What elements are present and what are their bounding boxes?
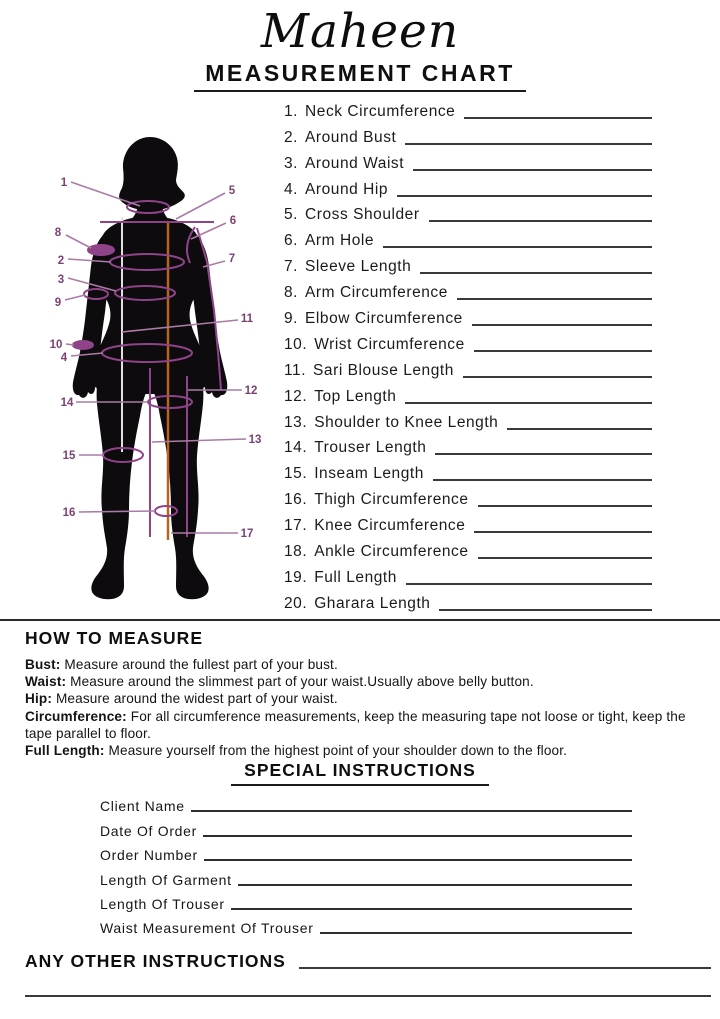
measurement-value-line[interactable]	[464, 117, 652, 119]
measurement-number: 3.	[284, 154, 299, 172]
form-field-label: Waist Measurement Of Trouser	[100, 920, 314, 937]
measurement-number: 1.	[284, 102, 299, 120]
callout-number: 5	[228, 185, 236, 197]
measurement-row	[284, 483, 652, 509]
form-field-line[interactable]	[191, 810, 632, 812]
measure-rule: Bust: Measure around the fullest part of your bust.	[25, 657, 338, 672]
form-field-row	[100, 790, 632, 814]
measurement-label: Inseam Length	[314, 465, 424, 483]
measurement-value-line[interactable]	[413, 169, 652, 171]
measurement-label: Neck Circumference	[305, 102, 456, 120]
measurement-label: Around Hip	[305, 180, 389, 198]
callout-number: 9	[54, 297, 62, 309]
measurement-label: Arm Circumference	[305, 284, 448, 302]
measurement-list	[284, 95, 652, 613]
form-field-label: Client Name	[100, 798, 185, 815]
callout-number: 17	[240, 528, 254, 540]
measurement-row	[284, 432, 652, 458]
measurement-number: 19.	[284, 568, 308, 586]
callout-line	[65, 295, 85, 300]
form-field-label: Date Of Order	[100, 822, 198, 839]
form-field-line[interactable]	[320, 932, 632, 934]
measurement-value-line[interactable]	[405, 143, 652, 145]
measurement-value-line[interactable]	[507, 428, 652, 430]
form-field-label: Order Number	[100, 847, 198, 864]
measurement-value-line[interactable]	[433, 479, 652, 481]
measurement-label: Top Length	[314, 387, 397, 405]
measurement-label: Trouser Length	[314, 439, 427, 457]
measurement-label: Shoulder to Knee Length	[314, 413, 499, 431]
measurement-row	[284, 147, 652, 173]
how-to-measure-heading: HOW TO MEASURE	[25, 628, 203, 648]
callout-number: 2	[57, 255, 65, 267]
measure-rule: Full Length: Measure yourself from the highest point of your shoulder down to the floor.	[25, 743, 568, 759]
callout-line	[191, 223, 226, 239]
measurement-number: 18.	[284, 543, 308, 561]
measurement-ellipse	[73, 341, 93, 349]
measurement-number: 20.	[284, 594, 308, 612]
page-title: MEASUREMENT CHART	[194, 60, 526, 92]
measurement-label: Around Bust	[305, 128, 397, 146]
form-field-line[interactable]	[204, 859, 632, 861]
measurement-number: 2.	[284, 128, 299, 146]
body-measurement-figure	[30, 130, 280, 620]
any-other-instructions-row	[25, 951, 711, 972]
extra-instructions-line[interactable]	[25, 995, 711, 997]
measurement-label: Wrist Circumference	[314, 335, 465, 353]
measurement-number: 16.	[284, 491, 308, 509]
measurement-number: 13.	[284, 413, 308, 431]
form-field-label: Length Of Trouser	[100, 895, 225, 912]
brand-logo: Maheen	[260, 4, 460, 59]
measure-rule-term: Waist:	[25, 674, 67, 690]
measurement-row	[284, 173, 652, 199]
measurement-label: Full Length	[314, 568, 397, 586]
form-field-row	[100, 839, 632, 863]
measurement-number: 15.	[284, 465, 308, 483]
measurement-row	[284, 224, 652, 250]
measurement-value-line[interactable]	[463, 376, 652, 378]
title-wrap	[0, 60, 720, 92]
measurement-label: Ankle Circumference	[314, 543, 469, 561]
special-instructions-heading-wrap	[0, 760, 720, 786]
measure-rule-term: Full Length:	[25, 743, 105, 759]
measurement-row	[284, 587, 652, 613]
measurement-value-line[interactable]	[439, 609, 652, 611]
measurement-value-line[interactable]	[429, 220, 652, 222]
form-field-line[interactable]	[203, 835, 632, 837]
measurement-row	[284, 276, 652, 302]
callout-number: 8	[54, 227, 62, 239]
measurement-value-line[interactable]	[457, 298, 652, 300]
measurement-label: Thigh Circumference	[314, 491, 469, 509]
any-other-instructions-label: ANY OTHER INSTRUCTIONS	[25, 951, 286, 971]
callout-number: 6	[229, 215, 237, 227]
callout-number: 10	[49, 339, 63, 351]
measurement-label: Sleeve Length	[305, 258, 412, 276]
measurement-row	[284, 250, 652, 276]
measurement-row	[284, 328, 652, 354]
measurement-row	[284, 121, 652, 147]
measurement-value-line[interactable]	[474, 531, 652, 533]
measurement-value-line[interactable]	[472, 324, 652, 326]
measurement-number: 17.	[284, 517, 308, 535]
measurement-number: 14.	[284, 439, 308, 457]
measurement-row	[284, 509, 652, 535]
measurement-row	[284, 302, 652, 328]
special-instructions-fields	[100, 790, 632, 936]
measurement-number: 8.	[284, 284, 299, 302]
callout-number: 14	[60, 397, 74, 409]
callout-number: 13	[248, 434, 262, 446]
measurement-label: Elbow Circumference	[305, 310, 463, 328]
any-other-instructions-line[interactable]	[299, 967, 711, 969]
form-field-line[interactable]	[238, 884, 632, 886]
measurement-value-line[interactable]	[435, 453, 652, 455]
measure-rule-term: Hip:	[25, 691, 53, 707]
callout-number: 12	[244, 385, 258, 397]
how-to-measure-rules	[25, 656, 713, 759]
measure-rule-term: Bust:	[25, 657, 61, 672]
how-to-measure-section	[25, 628, 713, 759]
form-field-row	[100, 912, 632, 936]
measure-rule: Hip: Measure around the widest part of your waist.	[25, 691, 338, 707]
measurement-value-line[interactable]	[406, 583, 652, 585]
measure-rule: Circumference: For all circumference measurements, keep the measuring tape not loose or tight, keep the tape parallel to floor.	[25, 708, 686, 741]
form-field-label: Length Of Garment	[100, 871, 232, 888]
measurement-label: Knee Circumference	[314, 517, 466, 535]
section-divider	[0, 619, 720, 621]
measurement-value-line[interactable]	[405, 402, 652, 404]
measurement-row	[284, 457, 652, 483]
measurement-row	[284, 561, 652, 587]
callout-number: 3	[57, 274, 65, 286]
measurement-number: 10.	[284, 335, 308, 353]
measurement-label: Arm Hole	[305, 232, 375, 250]
measurement-label: Around Waist	[305, 154, 405, 172]
measurement-number: 5.	[284, 206, 299, 224]
callout-number: 4	[60, 352, 68, 364]
measurement-number: 9.	[284, 310, 299, 328]
callout-number: 7	[228, 253, 236, 265]
measurement-row	[284, 535, 652, 561]
measurement-number: 4.	[284, 180, 299, 198]
callout-line	[66, 344, 74, 345]
measurement-row	[284, 95, 652, 121]
special-instructions-heading: SPECIAL INSTRUCTIONS	[231, 760, 489, 786]
measurement-number: 6.	[284, 232, 299, 250]
callout-number: 16	[62, 507, 76, 519]
callout-line	[79, 511, 155, 512]
measurement-number: 7.	[284, 258, 299, 276]
measurement-row	[284, 380, 652, 406]
form-field-row	[100, 888, 632, 912]
measurement-number: 11.	[284, 361, 307, 379]
measurement-value-line[interactable]	[478, 505, 652, 507]
measurement-row	[284, 354, 652, 380]
callout-number: 11	[240, 313, 254, 325]
measurement-label: Sari Blouse Length	[313, 361, 454, 379]
measurement-row	[284, 199, 652, 225]
callout-number: 1	[60, 177, 68, 189]
form-field-row	[100, 814, 632, 838]
measure-rule-term: Circumference:	[25, 708, 127, 724]
measurement-label: Gharara Length	[314, 594, 431, 612]
measurement-row	[284, 406, 652, 432]
measurement-ellipse	[88, 245, 114, 255]
measurement-value-line[interactable]	[474, 350, 652, 352]
form-field-line[interactable]	[231, 908, 632, 910]
measurement-value-line[interactable]	[397, 195, 652, 197]
measurement-value-line[interactable]	[478, 557, 652, 559]
measurement-label: Cross Shoulder	[305, 206, 420, 224]
measurement-value-line[interactable]	[383, 246, 652, 248]
callout-number: 15	[62, 450, 76, 462]
measure-rule: Waist: Measure around the slimmest part of your waist.Usually above belly button.	[25, 674, 534, 690]
callout-line	[66, 235, 91, 248]
measurement-value-line[interactable]	[420, 272, 652, 274]
measurement-number: 12.	[284, 387, 308, 405]
form-field-row	[100, 863, 632, 887]
